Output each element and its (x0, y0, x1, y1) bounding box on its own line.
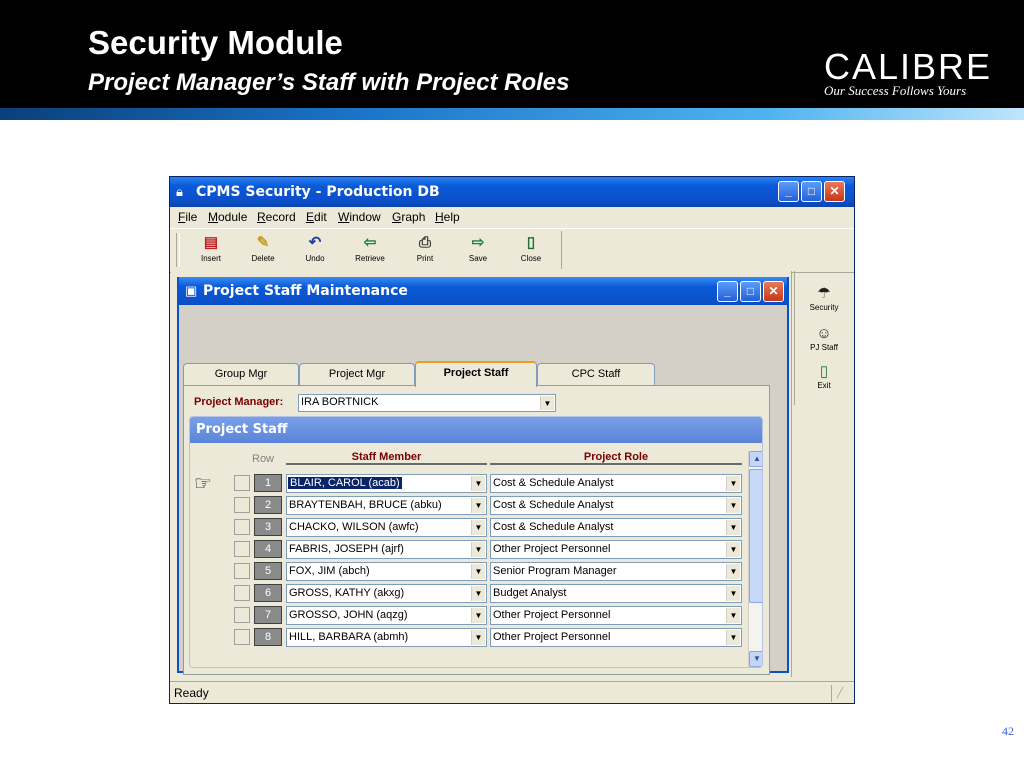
app-titlebar[interactable] (170, 177, 854, 207)
header-gradient-bar (0, 108, 1024, 120)
project-role-select[interactable] (490, 562, 742, 581)
staff-member-value: GROSSO, JOHN (aqzg) (289, 609, 408, 621)
app-window (169, 176, 855, 704)
umbrella-icon: ☂ (817, 285, 831, 302)
chevron-down-icon: ▼ (471, 476, 485, 491)
staff-icon: ☺ (816, 325, 832, 342)
status-text: Ready (174, 686, 209, 700)
row-column-header: Row (252, 453, 275, 465)
row-selector[interactable] (234, 497, 250, 513)
row-selector[interactable] (234, 607, 250, 623)
chevron-down-icon: ▼ (726, 564, 740, 579)
close-label: Close (520, 254, 542, 263)
undo-icon: ↶ (308, 234, 322, 251)
tab-cpc-staff[interactable]: CPC Staff (537, 363, 655, 385)
table-row (190, 473, 760, 493)
project-role-value: Cost & Schedule Analyst (493, 477, 614, 489)
table-row (190, 583, 760, 603)
chevron-down-icon: ▼ (471, 498, 485, 513)
staff-member-value: FABRIS, JOSEPH (ajrf) (289, 543, 404, 555)
row-selector[interactable] (234, 475, 250, 491)
project-role-select[interactable] (490, 584, 742, 603)
child-title: Project Staff Maintenance (203, 283, 408, 299)
menu-edit-mnemonic: E (306, 210, 315, 224)
chevron-down-icon: ▼ (471, 586, 485, 601)
project-role-value: Other Project Personnel (493, 543, 611, 555)
chevron-down-icon: ▼ (726, 586, 740, 601)
row-number: 1 (254, 474, 282, 492)
table-row (190, 517, 760, 537)
chevron-down-icon: ▼ (726, 498, 740, 513)
staff-member-select[interactable] (286, 606, 487, 625)
project-role-select[interactable] (490, 540, 742, 559)
menu-help-mnemonic: H (435, 210, 444, 224)
save-button[interactable] (455, 232, 501, 270)
row-number: 3 (254, 518, 282, 536)
toolbar-grip[interactable] (176, 233, 180, 267)
child-maximize-button[interactable]: □ (740, 281, 761, 302)
row-number: 2 (254, 496, 282, 514)
chevron-down-icon: ▼ (726, 608, 740, 623)
save-label: Save (468, 254, 488, 263)
retrieve-label: Retrieve (355, 254, 385, 263)
menu-edit[interactable] (306, 210, 327, 224)
scroll-thumb[interactable] (749, 469, 763, 603)
insert-label: Insert (200, 254, 221, 263)
exit-label: Exit (817, 381, 831, 390)
menu-window-label: indow (349, 210, 381, 224)
project-staff-group (189, 416, 763, 668)
group-header (190, 417, 762, 443)
security-button[interactable] (795, 285, 853, 312)
menu-file-mnemonic: F (178, 210, 186, 224)
staff-member-select[interactable] (286, 628, 487, 647)
logo-tagline: Our Success Follows Yours (824, 83, 967, 98)
maximize-button[interactable]: □ (801, 181, 822, 202)
menu-module[interactable] (208, 210, 247, 224)
tab-group-mgr[interactable]: Group Mgr (183, 363, 299, 385)
close-app-button[interactable] (508, 232, 554, 270)
status-bar (170, 681, 854, 704)
chevron-down-icon: ▼ (471, 542, 485, 557)
table-row (190, 495, 760, 515)
group-title: Project Staff (196, 422, 288, 437)
security-label: Security (809, 303, 839, 312)
row-selector[interactable] (234, 519, 250, 535)
save-icon: ⇨ (471, 234, 485, 251)
staff-member-select[interactable] (286, 496, 487, 515)
project-role-value: Other Project Personnel (493, 631, 611, 643)
menu-graph-label: raph (401, 210, 426, 224)
chevron-down-icon: ▼ (471, 564, 485, 579)
menu-record[interactable] (257, 210, 296, 224)
menu-module-label: odule (218, 210, 248, 224)
staff-member-value: BRAYTENBAH, BRUCE (abku) (289, 499, 442, 511)
menu-window-mnemonic: W (338, 210, 350, 224)
toolbar (170, 228, 854, 273)
staff-member-value: BLAIR, CAROL (acab) (290, 477, 400, 489)
project-role-value: Other Project Personnel (493, 609, 611, 621)
menu-help[interactable] (435, 210, 460, 224)
child-close-button[interactable]: ✕ (763, 281, 784, 302)
row-selector[interactable] (234, 541, 250, 557)
side-panel (794, 271, 853, 405)
mdi-client-area (171, 271, 792, 677)
project-role-value: Cost & Schedule Analyst (493, 499, 614, 511)
chevron-down-icon: ▼ (726, 476, 740, 491)
eraser-icon: ✎ (256, 234, 270, 251)
chevron-down-icon: ▼ (471, 630, 485, 645)
lock-icon: 🔒︎ (176, 184, 183, 199)
project-role-select[interactable] (490, 474, 742, 493)
printer-icon: ⎙ (418, 234, 431, 251)
chevron-down-icon: ▼ (726, 520, 740, 535)
project-role-select[interactable] (490, 606, 742, 625)
retrieve-button[interactable] (347, 232, 393, 270)
menubar (170, 207, 854, 227)
insert-icon: ▤ (203, 234, 219, 251)
print-button[interactable] (402, 232, 448, 270)
scroll-down-button[interactable]: ▼ (749, 651, 763, 667)
exit-button[interactable] (795, 363, 853, 390)
slide-header (0, 0, 1024, 108)
project-role-value: Budget Analyst (493, 587, 567, 599)
chevron-down-icon: ▼ (471, 608, 485, 623)
slide-subtitle: Project Manager’s Staff with Project Roles (88, 69, 570, 96)
table-row (190, 539, 760, 559)
project-manager-select[interactable] (298, 394, 556, 412)
delete-label: Delete (251, 254, 275, 263)
project-role-select[interactable] (490, 496, 742, 515)
staff-member-select[interactable] (286, 562, 487, 581)
staff-member-select[interactable] (286, 540, 487, 559)
row-number: 4 (254, 540, 282, 558)
row-number: 6 (254, 584, 282, 602)
menu-record-label: ecord (265, 210, 296, 224)
tab-panel-project-staff (183, 385, 770, 675)
staff-member-select[interactable] (286, 474, 487, 493)
child-body (179, 305, 787, 671)
chevron-down-icon: ▼ (471, 520, 485, 535)
scroll-up-button[interactable]: ▲ (749, 451, 763, 467)
pj-staff-button[interactable] (795, 325, 853, 352)
menu-help-label: elp (443, 210, 460, 224)
tab-project-staff[interactable]: Project Staff (415, 361, 537, 387)
role-column-header: Project Role (490, 451, 742, 465)
vertical-scrollbar[interactable] (748, 451, 763, 668)
door-exit-icon: ▯ (526, 234, 536, 251)
menu-file-label: ile (185, 210, 198, 224)
pj-staff-label: PJ Staff (810, 343, 838, 352)
row-selector[interactable] (234, 585, 250, 601)
window-icon: ▣ (185, 283, 198, 298)
child-window (177, 277, 789, 673)
chevron-down-icon: ▼ (726, 630, 740, 645)
retrieve-icon: ⇦ (363, 234, 377, 251)
row-number: 5 (254, 562, 282, 580)
undo-label: Undo (305, 254, 325, 263)
table-row (190, 605, 760, 625)
row-number: 8 (254, 628, 282, 646)
insert-button[interactable] (188, 232, 234, 270)
menu-module-mnemonic: M (208, 210, 218, 224)
project-role-value: Senior Program Manager (493, 565, 617, 577)
project-role-select[interactable] (490, 628, 742, 647)
logo-name: CALIBRE (824, 46, 993, 87)
page-number: 42 (1002, 724, 1014, 738)
chevron-down-icon: ▼ (540, 396, 554, 410)
menu-window[interactable] (338, 210, 381, 224)
menu-record-mnemonic: R (257, 210, 266, 224)
project-manager-label: Project Manager: (194, 396, 284, 408)
app-title: CPMS Security - Production DB (196, 184, 440, 200)
menu-file[interactable] (178, 210, 197, 224)
menu-graph-mnemonic: G (392, 210, 402, 224)
staff-member-value: HILL, BARBARA (abmh) (289, 631, 409, 643)
chevron-down-icon: ▼ (726, 542, 740, 557)
minimize-button[interactable]: _ (778, 181, 799, 202)
status-divider (831, 685, 832, 702)
project-role-value: Cost & Schedule Analyst (493, 521, 614, 533)
staff-member-value: FOX, JIM (abch) (289, 565, 370, 577)
table-row (190, 627, 760, 647)
toolbar-separator (561, 231, 562, 269)
slide-title: Security Module (88, 24, 343, 61)
menu-graph[interactable] (392, 210, 425, 224)
child-minimize-button[interactable]: _ (717, 281, 738, 302)
calibre-logo (824, 46, 1016, 99)
project-role-select[interactable] (490, 518, 742, 537)
row-selector[interactable] (234, 629, 250, 645)
pointing-hand-icon: ☞ (194, 473, 212, 495)
table-row (190, 561, 760, 581)
staff-member-select[interactable] (286, 584, 487, 603)
door-exit-icon: ▯ (819, 363, 829, 380)
menu-edit-label: dit (314, 210, 327, 224)
staff-member-select[interactable] (286, 518, 487, 537)
row-number: 7 (254, 606, 282, 624)
staff-column-header: Staff Member (286, 451, 487, 465)
staff-member-value: CHACKO, WILSON (awfc) (289, 521, 419, 533)
delete-button[interactable] (240, 232, 286, 270)
resize-grip-icon[interactable]: ╱ (837, 688, 844, 699)
undo-button[interactable] (292, 232, 338, 270)
project-manager-value: IRA BORTNICK (301, 396, 379, 408)
child-titlebar[interactable] (179, 277, 787, 305)
close-button[interactable]: ✕ (824, 181, 845, 202)
staff-member-value: GROSS, KATHY (akxg) (289, 587, 405, 599)
tab-project-mgr[interactable]: Project Mgr (299, 363, 415, 385)
row-selector[interactable] (234, 563, 250, 579)
print-label: Print (416, 254, 434, 263)
